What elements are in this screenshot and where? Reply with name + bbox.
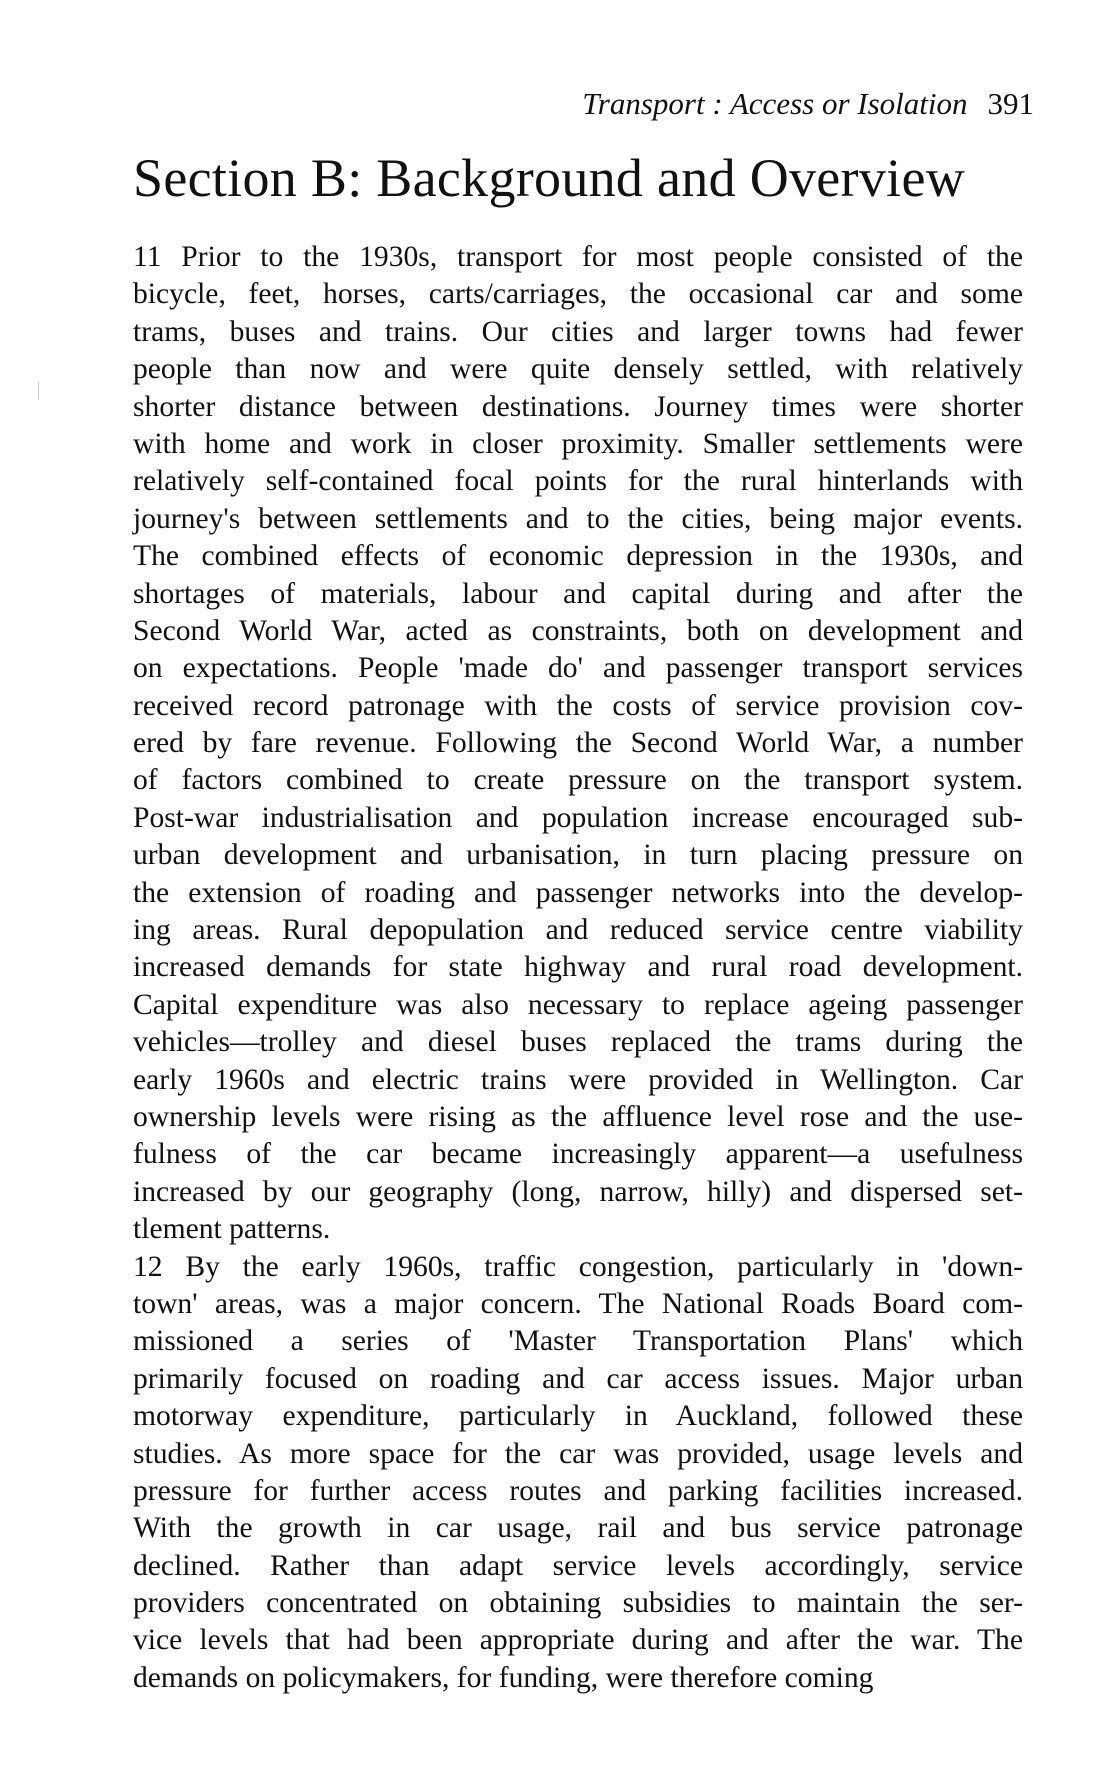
paragraph-line: ered by fare revenue. Following the Second World War, a number [133,727,1023,760]
paragraph-line: declined. Rather than adapt service levels accordingly, service [133,1549,1023,1582]
paragraph-line: relatively self-contained focal points for the rural hinterlands with [133,465,1023,498]
body-text [133,239,1023,1697]
paragraph-line: people than now and were quite densely settled, with relatively [133,353,1023,386]
paragraph-11 [133,239,1023,1249]
paragraph-line: vice levels that had been appropriate during and after the war. The [133,1624,1023,1657]
running-head-title: Transport : Access or Isolation [582,86,968,121]
paragraph-line: town' areas, was a major concern. The National Roads Board com- [133,1287,1023,1320]
paragraph-line: fulness of the car became increasingly apparent—a usefulness [133,1138,1023,1171]
paragraph-line: shorter distance between destinations. Journey times were shorter [133,390,1023,423]
paragraph-line: The combined effects of economic depression in the 1930s, and [133,540,1023,573]
paragraph-line: increased demands for state highway and rural road development. [133,951,1023,984]
paragraph-line: early 1960s and electric trains were provided in Wellington. Car [133,1063,1023,1096]
paragraph-line: ownership levels were rising as the affluence level rose and the use- [133,1100,1023,1133]
paragraph-line: urban development and urbanisation, in turn placing pressure on [133,839,1023,872]
margin-mark [38,382,39,400]
paragraph-line: missioned a series of 'Master Transportation Plans' which [133,1325,1023,1358]
paragraph-line: shortages of materials, labour and capital during and after the [133,577,1023,610]
paragraph-line: journey's between settlements and to the cities, being major events. [133,502,1023,535]
paragraph-line: ing areas. Rural depopulation and reduced service centre viability [133,914,1023,947]
paragraph-line: trams, buses and trains. Our cities and larger towns had fewer [133,315,1023,348]
paragraph-line: motorway expenditure, particularly in Auckland, followed these [133,1400,1023,1433]
paragraph-line: demands on policymakers, for funding, were therefore coming [133,1661,874,1694]
paragraph-line: 12 By the early 1960s, traffic congestion, particularly in 'down- [133,1250,1023,1283]
paragraph-line: providers concentrated on obtaining subsidies to maintain the ser- [133,1587,1023,1620]
paragraph-line: With the growth in car usage, rail and bus service patronage [133,1512,1023,1545]
running-head [582,86,1034,122]
paragraph-line: Post-war industrialisation and population increase encouraged sub- [133,801,1023,834]
paragraph-line: primarily focused on roading and car access issues. Major urban [133,1362,1023,1395]
paragraph-line: studies. As more space for the car was provided, usage levels and [133,1437,1023,1470]
paragraph-line: of factors combined to create pressure on the transport system. [133,764,1023,797]
paragraph-line: 11 Prior to the 1930s, transport for most people consisted of the [133,241,1023,273]
paragraph-line: bicycle, feet, horses, carts/carriages, the occasional car and some [133,278,1023,311]
paragraph-line: on expectations. People 'made do' and passenger transport services [133,652,1023,685]
paragraph-line: with home and work in closer proximity. Smaller settlements were [133,427,1023,460]
paragraph-line: tlement patterns. [133,1213,331,1246]
paragraph-12 [133,1249,1023,1698]
paragraph-line: Second World War, acted as constraints, both on development and [133,614,1023,647]
paragraph-line: increased by our geography (long, narrow, hilly) and dispersed set- [133,1175,1023,1208]
paragraph-line: the extension of roading and passenger networks into the develop- [133,876,1023,909]
paragraph-line: pressure for further access routes and parking facilities increased. [133,1474,1023,1507]
paragraph-line: received record patronage with the costs of service provision cov- [133,689,1023,722]
paragraph-line: Capital expenditure was also necessary to replace ageing passenger [133,988,1023,1021]
page-number: 391 [987,86,1034,121]
section-heading: Section B: Background and Overview [133,148,966,208]
paragraph-line: vehicles—trolley and diesel buses replaced the trams during the [133,1026,1023,1059]
